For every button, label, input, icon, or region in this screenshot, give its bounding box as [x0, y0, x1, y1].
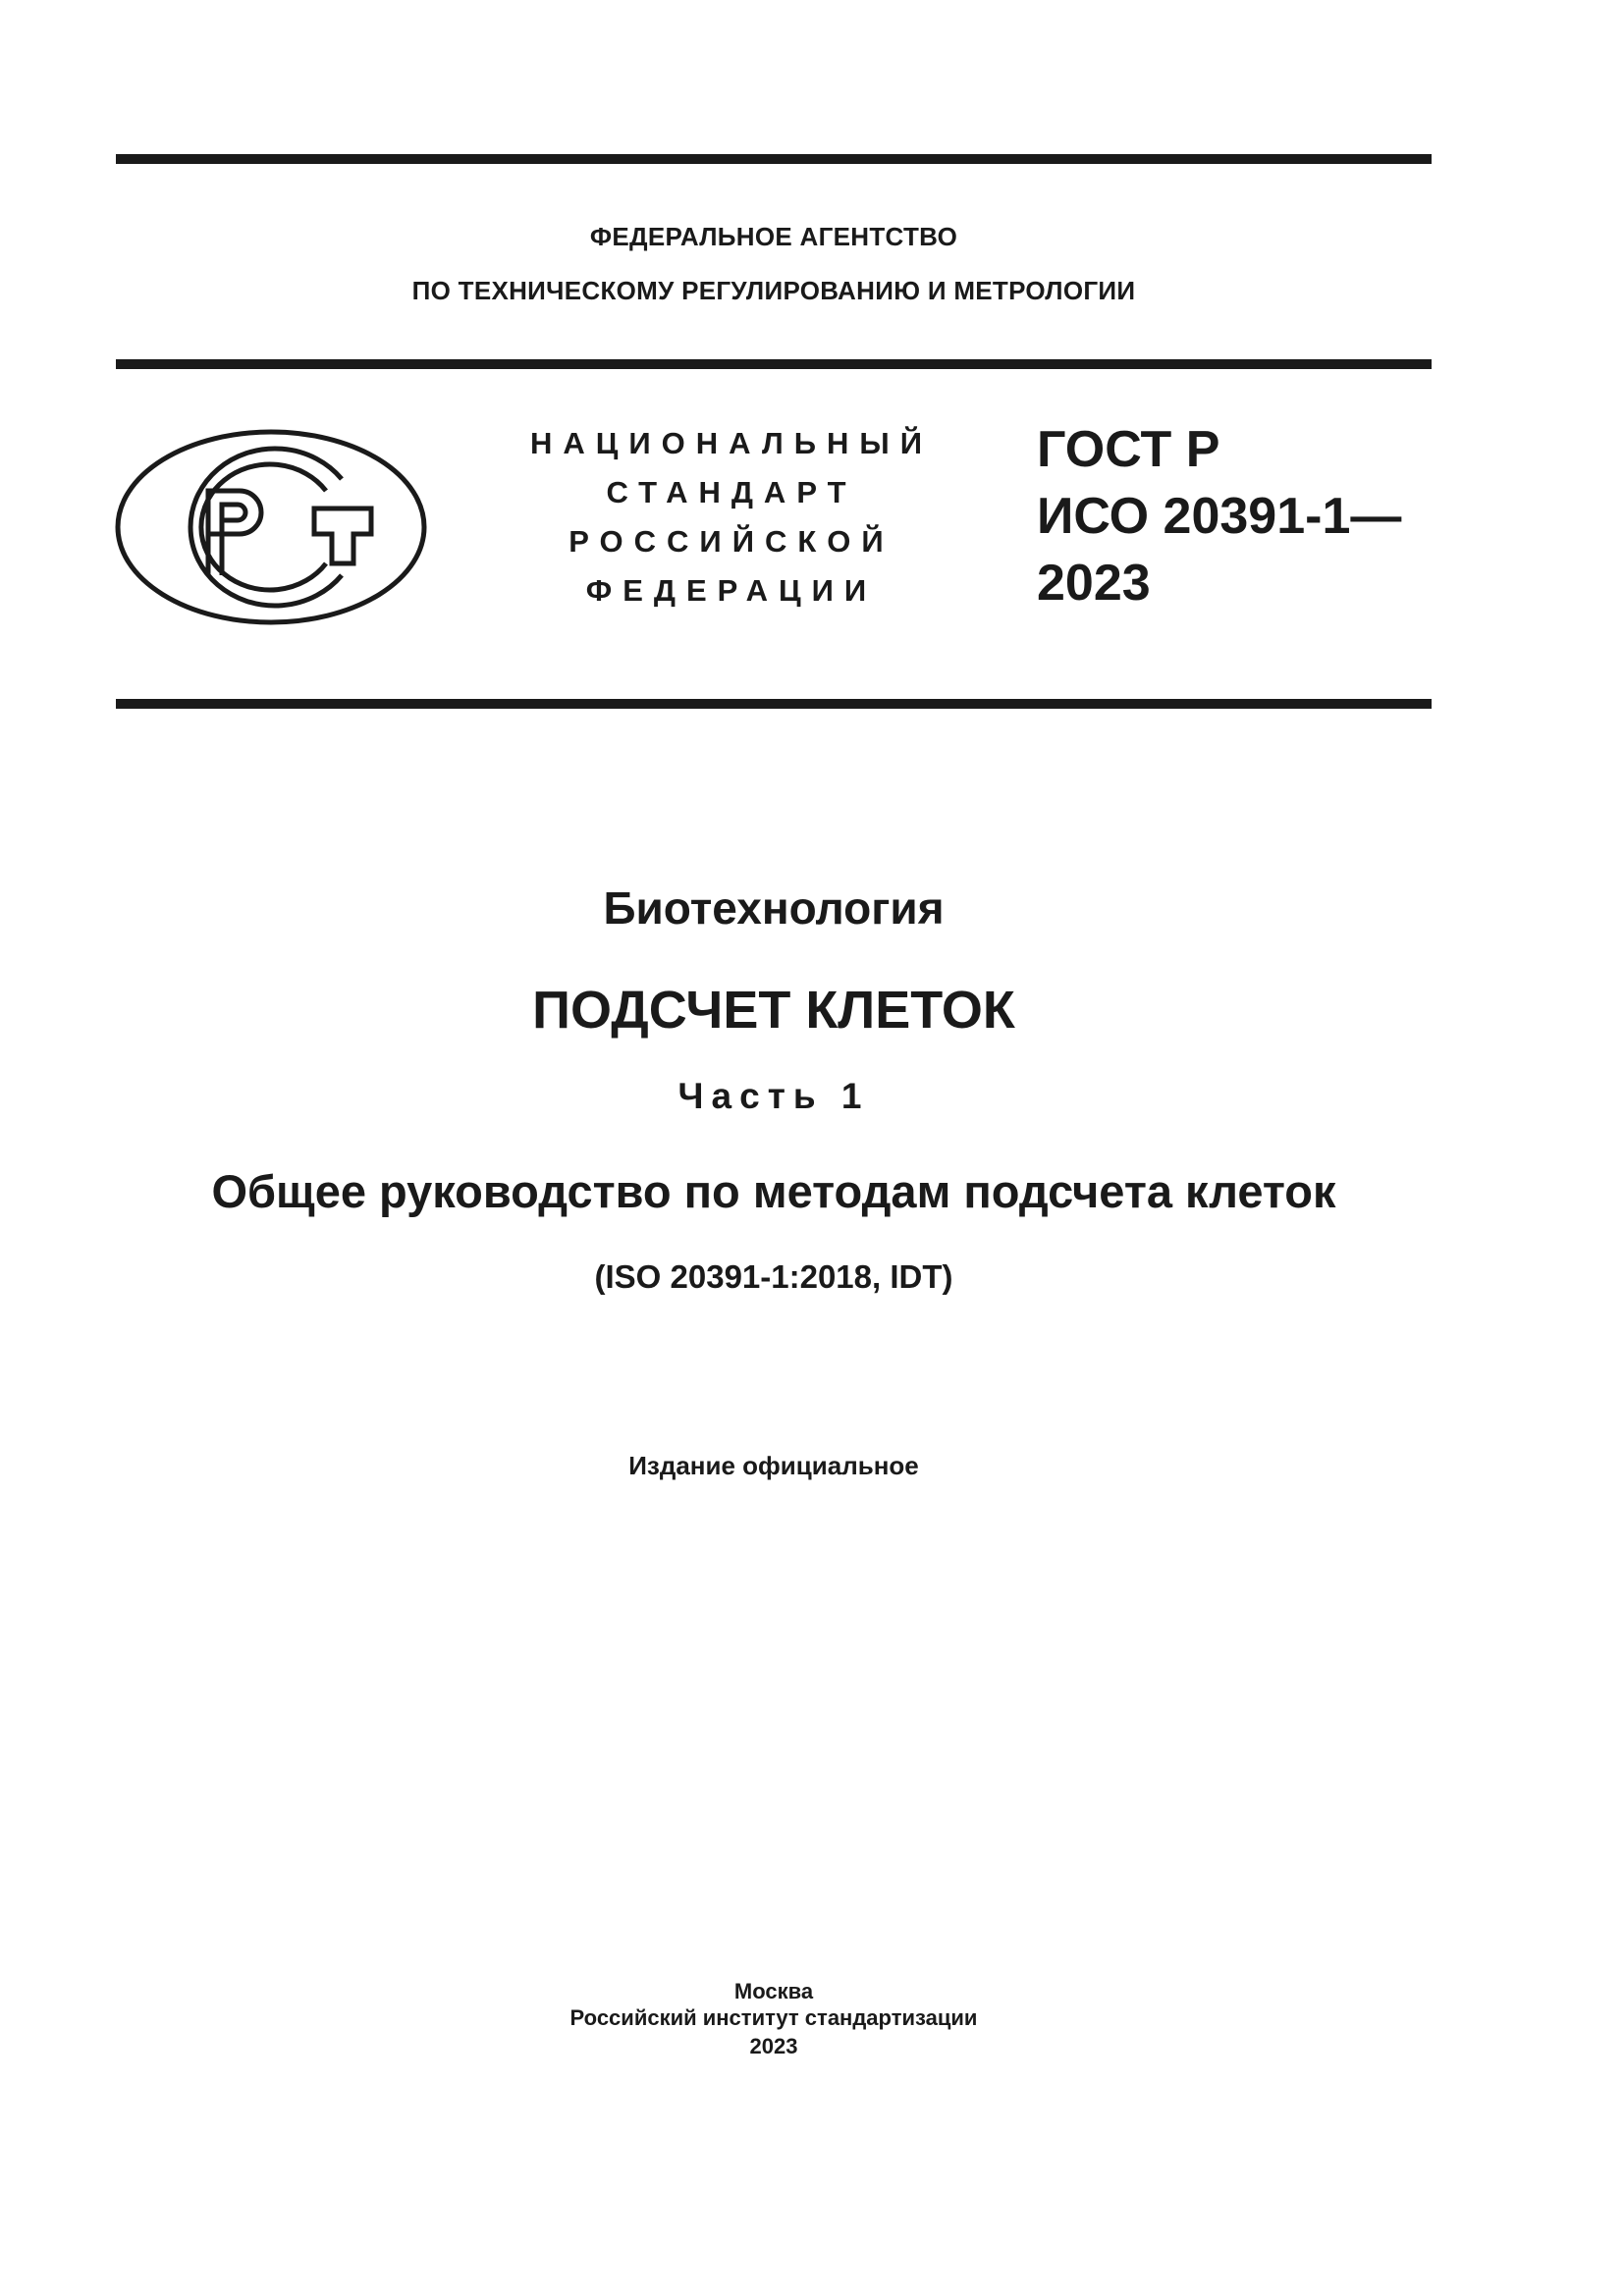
- title-main: ПОДСЧЕТ КЛЕТОК: [532, 981, 1015, 1040]
- imprint-city: Москва: [733, 1979, 814, 2003]
- imprint-year: 2023: [749, 2034, 798, 2058]
- agency-line-2: ПО ТЕХНИЧЕСКОМУ РЕГУЛИРОВАНИЮ И МЕТРОЛОГИИ: [411, 276, 1136, 305]
- national-line-2: СТАНДАРТ: [606, 475, 857, 509]
- title-field: Биотехнология: [603, 882, 945, 934]
- designation-line-2: ИСО 20391-1—: [1037, 488, 1402, 545]
- header-rule: [116, 699, 1432, 709]
- national-line-3: РОССИЙСКОЙ: [568, 524, 894, 559]
- national-line-1: НАЦИОНАЛЬНЫЙ: [529, 426, 934, 460]
- title-subtitle: Общее руководство по методам подсчета клеток: [211, 1165, 1336, 1217]
- top-rule: [116, 154, 1432, 164]
- rst-certification-mark-icon: [114, 428, 428, 626]
- agency-line-1: ФЕДЕРАЛЬНОЕ АГЕНТСТВО: [589, 222, 958, 251]
- national-line-4: ФЕДЕРАЦИИ: [585, 573, 878, 608]
- edition-note: Издание официальное: [628, 1451, 919, 1480]
- imprint-publisher: Российский институт стандартизации: [569, 2005, 978, 2030]
- designation-line-1: ГОСТ Р: [1037, 421, 1220, 478]
- designation-line-3: 2023: [1037, 555, 1151, 612]
- iso-reference: (ISO 20391-1:2018, IDT): [594, 1258, 953, 1295]
- agency-rule: [116, 359, 1432, 369]
- title-part: Часть 1: [677, 1076, 870, 1116]
